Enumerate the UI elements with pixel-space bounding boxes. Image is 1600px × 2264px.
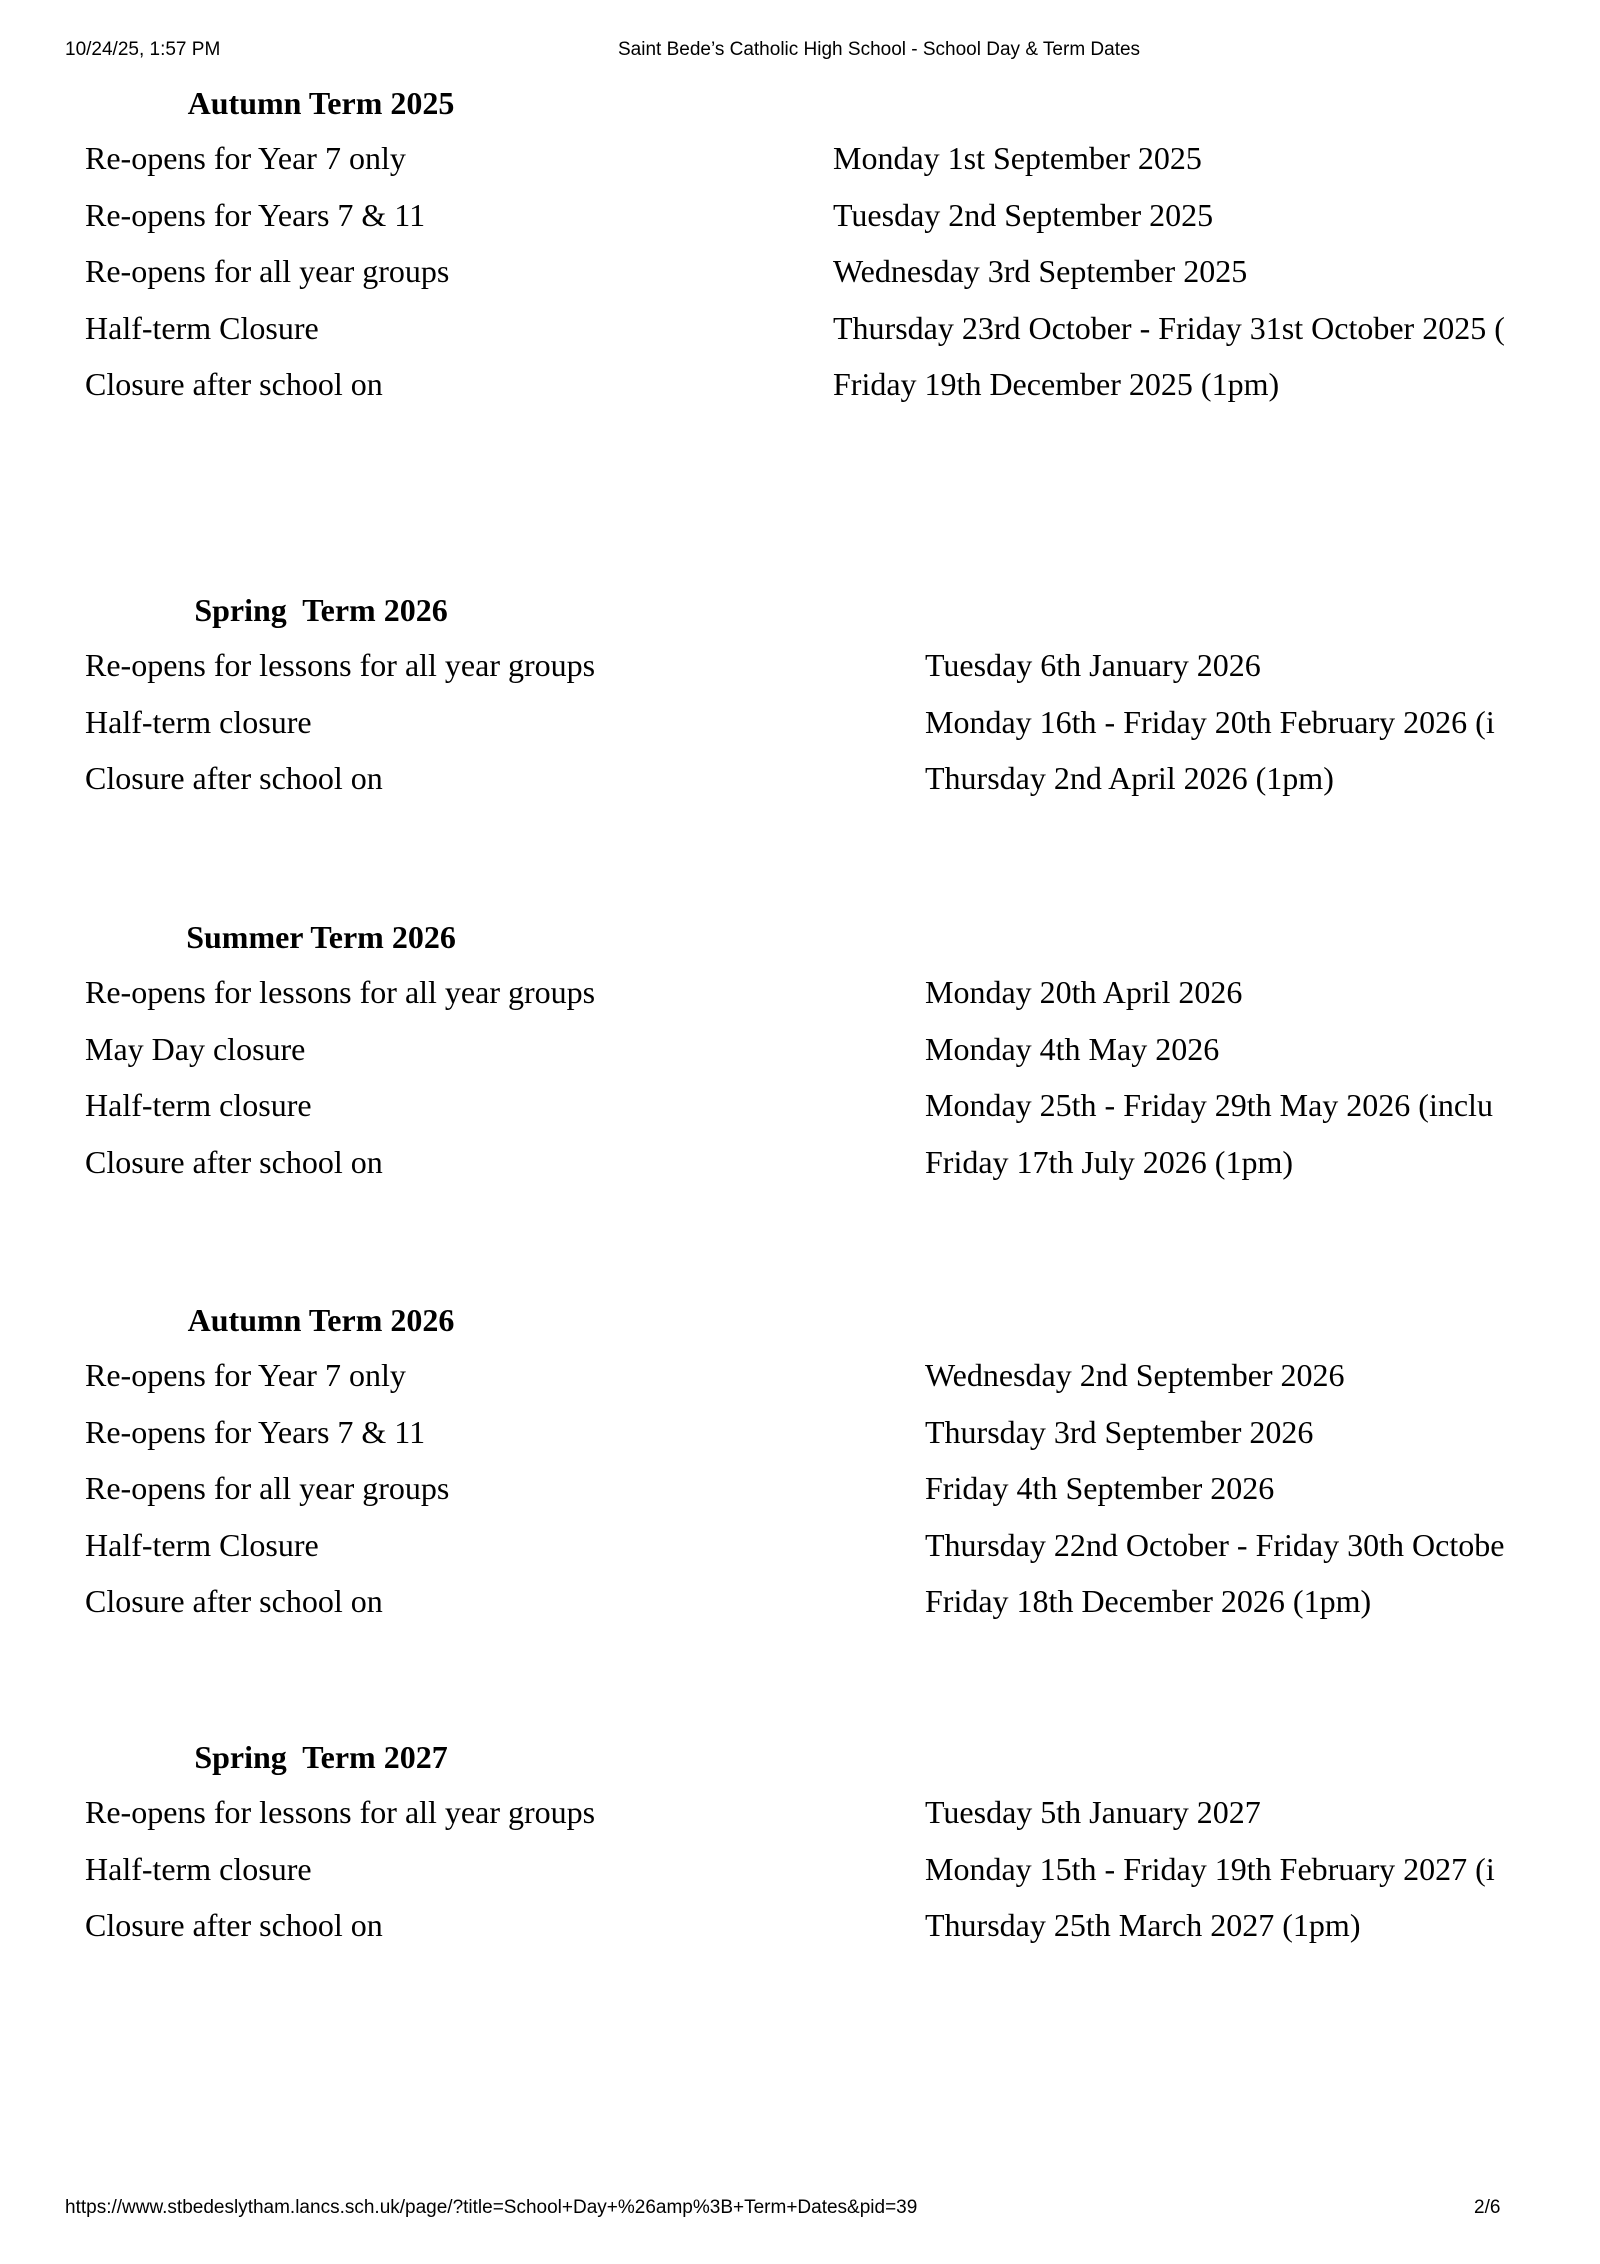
row-value: Thursday 3rd September 2026 — [925, 1413, 1314, 1450]
row-label: Re-opens for Year 7 only — [85, 1357, 406, 1393]
row-value: Monday 16th - Friday 20th February 2026 (i — [925, 703, 1495, 740]
row-value: Tuesday 2nd September 2025 — [833, 196, 1214, 233]
row-value: Thursday 25th March 2027 (1pm) — [925, 1907, 1361, 1943]
row-label: Half-term closure — [85, 1850, 312, 1887]
section-title: Autumn Term 2025 — [187, 85, 455, 121]
row-value: Tuesday 5th January 2027 — [925, 1794, 1261, 1830]
print-header-title: Saint Bede’s Catholic High School - School Day & Term Dates — [618, 39, 1141, 60]
row-label: May Day closure — [85, 1030, 306, 1067]
table-row — [85, 253, 1600, 310]
section-title: Autumn Term 2026 — [187, 1302, 455, 1338]
table-row — [85, 1031, 1600, 1088]
table-row — [85, 1087, 1600, 1144]
term-section-summer-2026 — [85, 919, 1600, 1200]
table-row — [85, 1851, 1600, 1908]
table-row — [85, 1414, 1600, 1471]
row-label: Closure after school on — [85, 366, 383, 402]
row-value: Thursday 22nd October - Friday 30th Octobe — [925, 1526, 1505, 1563]
row-label: Half-term closure — [85, 1087, 312, 1123]
print-footer-url: https://www.stbedeslytham.lancs.sch.uk/page/?title=School+Day+%26amp%3B+Term+Dates&pid=39 — [65, 2197, 918, 2218]
row-value: Monday 15th - Friday 19th February 2027 (i — [925, 1850, 1495, 1887]
row-value: Wednesday 3rd September 2025 — [833, 253, 1248, 289]
term-section-autumn-2025 — [85, 85, 1600, 423]
table-row — [85, 1470, 1600, 1527]
row-label: Closure after school on — [85, 1907, 383, 1943]
row-label: Re-opens for all year groups — [85, 1470, 450, 1506]
row-label: Half-term closure — [85, 703, 312, 740]
table-row — [85, 1794, 1600, 1851]
term-section-autumn-2026 — [85, 1302, 1600, 1640]
table-row — [85, 1907, 1600, 1964]
row-value: Friday 17th July 2026 (1pm) — [925, 1143, 1293, 1180]
row-label: Closure after school on — [85, 1143, 383, 1180]
table-row — [85, 1144, 1600, 1201]
table-row — [85, 760, 1600, 817]
table-row — [85, 310, 1600, 367]
row-label: Re-opens for Year 7 only — [85, 140, 406, 176]
row-label: Closure after school on — [85, 760, 383, 796]
table-row — [85, 1357, 1600, 1414]
row-value: Friday 19th December 2025 (1pm) — [833, 366, 1280, 402]
row-value: Wednesday 2nd September 2026 — [925, 1357, 1345, 1393]
row-value: Monday 20th April 2026 — [925, 974, 1243, 1010]
table-row — [85, 197, 1600, 254]
row-value: Thursday 23rd October - Friday 31st October 2025 ( — [833, 309, 1505, 346]
section-title: Summer Term 2026 — [186, 919, 456, 955]
table-row — [85, 974, 1600, 1031]
row-value: Monday 25th - Friday 29th May 2026 (inclu — [925, 1087, 1493, 1123]
row-value: Tuesday 6th January 2026 — [925, 647, 1261, 683]
row-value: Monday 1st September 2025 — [833, 140, 1202, 176]
row-label: Half-term Closure — [85, 309, 319, 346]
table-row — [85, 704, 1600, 761]
table-row — [85, 366, 1600, 423]
term-section-spring-2027 — [85, 1739, 1600, 1964]
section-title: Spring Term 2027 — [194, 1739, 448, 1775]
row-label: Re-opens for all year groups — [85, 253, 450, 289]
row-value: Friday 4th September 2026 — [925, 1470, 1275, 1506]
row-value: Thursday 2nd April 2026 (1pm) — [925, 760, 1334, 796]
table-row — [85, 140, 1600, 197]
row-label: Re-opens for lessons for all year groups — [85, 647, 596, 683]
row-value: Monday 4th May 2026 — [925, 1030, 1220, 1067]
row-label: Re-opens for Years 7 & 11 — [85, 196, 426, 233]
row-label: Closure after school on — [85, 1583, 383, 1619]
row-label: Re-opens for lessons for all year groups — [85, 974, 596, 1010]
page-number: 2/6 — [1474, 2197, 1501, 2218]
row-label: Re-opens for Years 7 & 11 — [85, 1413, 426, 1450]
row-value: Friday 18th December 2026 (1pm) — [925, 1583, 1372, 1619]
table-row — [85, 647, 1600, 704]
table-row — [85, 1583, 1600, 1640]
section-title: Spring Term 2026 — [194, 592, 448, 628]
term-section-spring-2026 — [85, 592, 1600, 817]
table-row — [85, 1527, 1600, 1584]
print-header-datetime: 10/24/25, 1:57 PM — [65, 39, 221, 60]
row-label: Half-term Closure — [85, 1526, 319, 1563]
row-label: Re-opens for lessons for all year groups — [85, 1794, 596, 1830]
